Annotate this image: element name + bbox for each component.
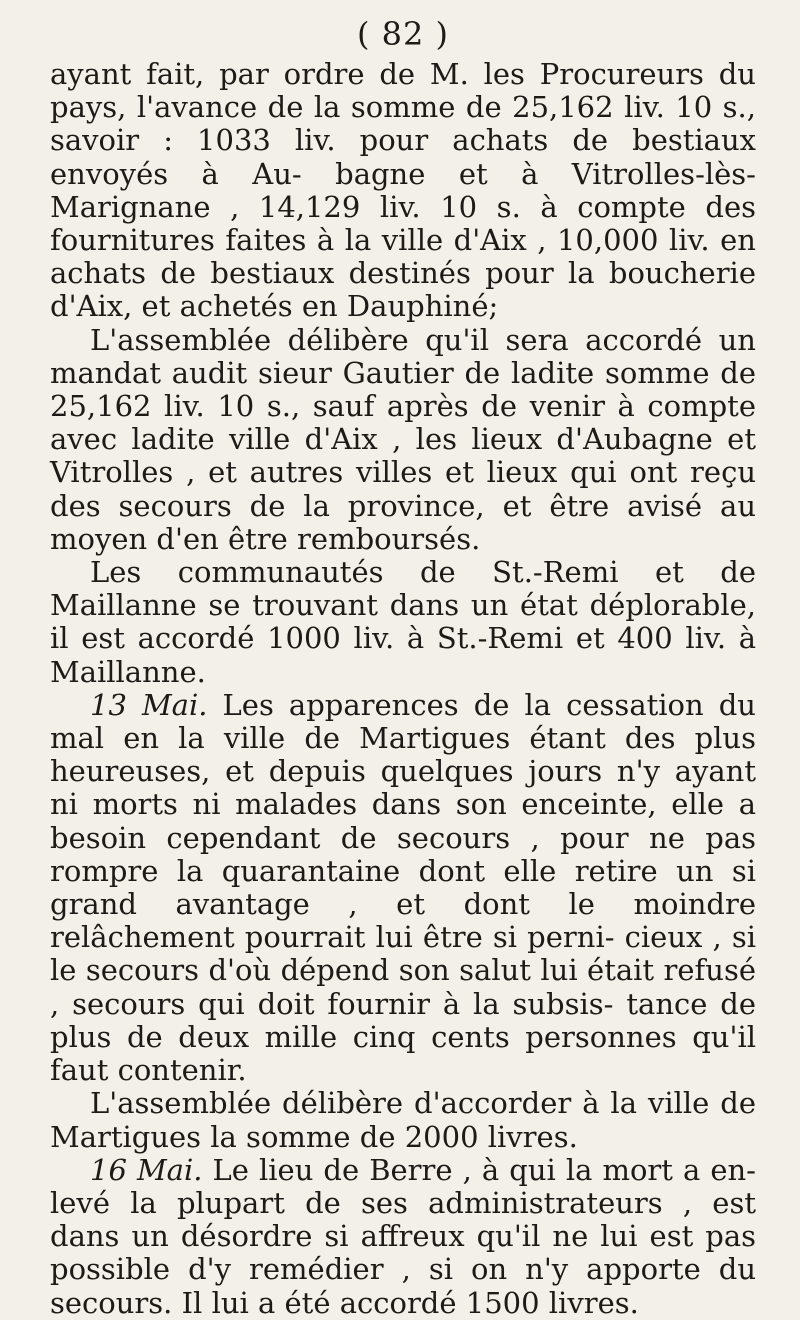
paragraph-1: ayant fait, par ordre de M. les Procureurs du pays, l'avance de la somme de 25,162 liv. 10 s., savoir : 1033 liv. pour achats de bestiaux envoyés à Au- bagne et à Vitrolles-lès-Marignane , 14,129 liv. 10 s. à compte des fournitures faites à la ville d'Aix , 10,000 liv. en achats de bestiaux destinés pour la boucherie d'Aix, et achetés en Dauphiné; [50, 57, 756, 324]
date-margin-note: 13 Mai. [90, 687, 208, 722]
paragraph-6: 16 Mai. Le lieu de Berre , à qui la mort a en- levé la plupart de ses administrateurs , est dans un désordre si affreux qu'il ne lui est pas possible d'y remédier , si on n'y apporte du secours. Il lui a été accordé 1500 livres. [50, 1152, 757, 1320]
date-margin-note: 16 Mai. [90, 1152, 203, 1187]
page-number: ( 82 ) [356, 15, 450, 53]
paragraph-3: Les communautés de St.-Remi et de Maillanne se trouvant dans un état déplorable, il est accordé 1000 liv. à St.-Remi et 400 liv. à Maillanne. [50, 555, 757, 689]
paragraph-4: 13 Mai. Les apparences de la cessation du mal en la ville de Martigues étant des plus heureuses, et depuis quelques jours n'y ayant ni morts ni malades dans son enceinte, elle a besoin cependant de secours , pour ne pas rompre la quarantaine dont elle retire un si grand avantage , et dont le moindre relâchement pourrait lui être si perni- cieux , si le secours d'où dépend son salut lui était refusé , secours qui doit fournir à la subsis- tance de plus de deux mille cinq cents personnes qu'il faut contenir. [50, 687, 757, 1088]
paragraph-5: L'assemblée délibère d'accorder à la ville de Martigues la somme de 2000 livres. [50, 1086, 756, 1154]
paragraph-2: L'assemblée délibère qu'il sera accordé un mandat audit sieur Gautier de ladite somme de 25,162 liv. 10 s., sauf après de venir à compte avec ladite ville d'Aix , les lieux d'Aubagne et Vitrolles , et autres villes et lieux qui ont reçu des secours de la province, et être avisé au moyen d'en être remboursés. [50, 322, 756, 556]
